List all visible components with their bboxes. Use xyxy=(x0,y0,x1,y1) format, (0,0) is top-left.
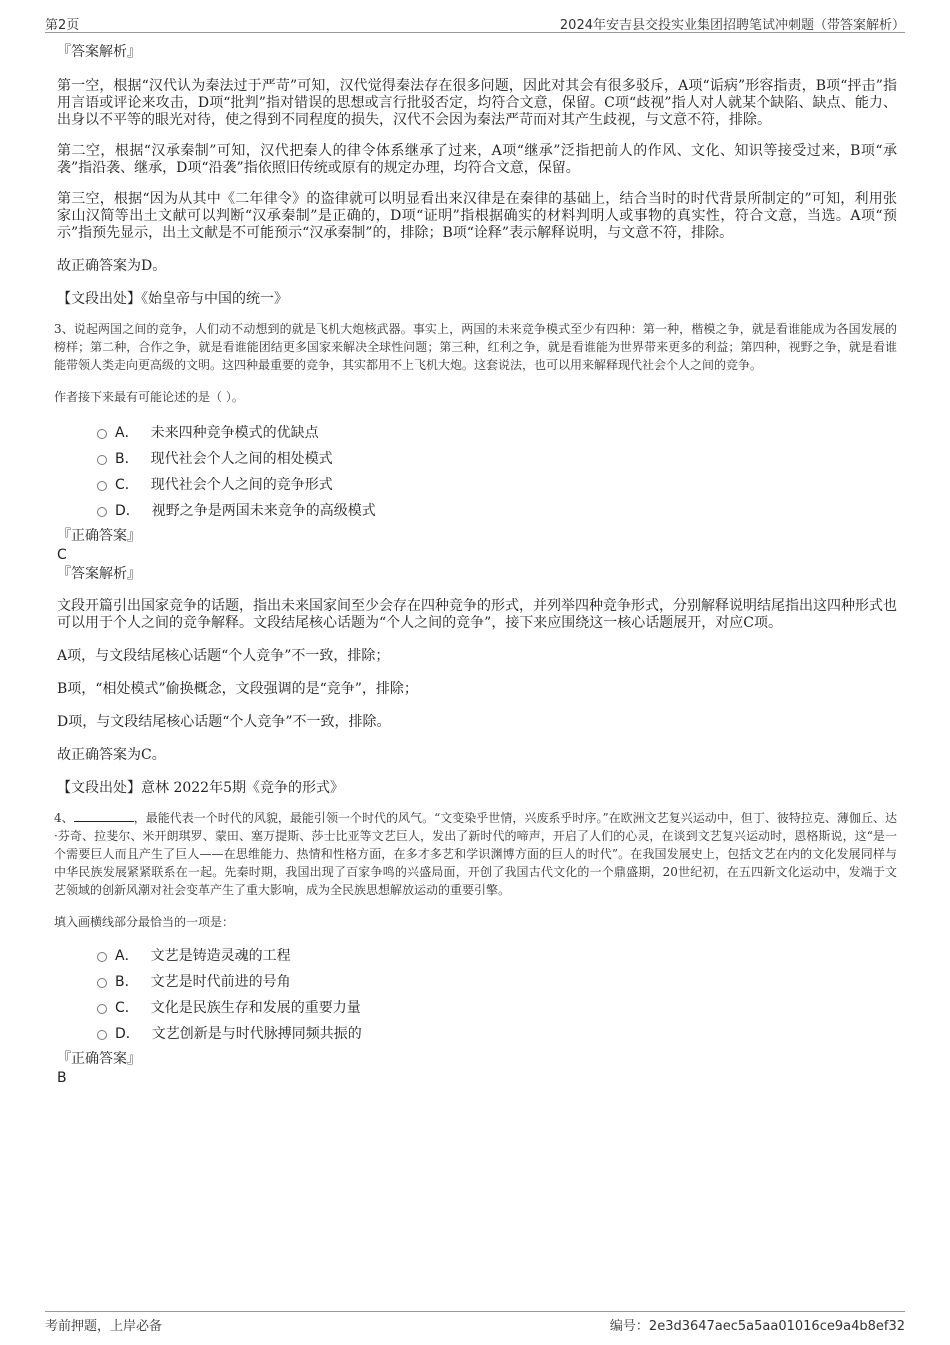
q4-stem xyxy=(54,809,897,899)
q3-explain-p4: D项，与文段结尾核心话题“个人竞争”不一致，排除。 xyxy=(57,714,391,730)
q3-option-c[interactable]: C． 现代社会个人之间的竞争形式 xyxy=(97,472,897,498)
q2-conclusion: 故正确答案为D。 xyxy=(57,258,167,274)
q3-explain-p3: B项，“相处模式”偷换概念，文段强调的是“竞争”，排除； xyxy=(57,681,418,697)
radio-icon[interactable] xyxy=(97,507,107,517)
page-header xyxy=(45,14,905,33)
q3-explain-p1: 文段开篇引出国家竞争的话题，指出未来国家间至少会存在四种竞争的形式，并列举四种竞争形式，分别解释说明结尾指出这四种形式也可以用于个人之间的竞争解释。文段结尾核心话题为“个人之间的竞争”，接下来应围绕这一核心话题展开，对应C项。 xyxy=(57,598,897,631)
page-number: 第2页 xyxy=(45,18,80,33)
q3-explain-label: 『答案解析』 xyxy=(57,566,141,582)
q4-prompt: 填入画横线部分最恰当的一项是： xyxy=(54,915,235,929)
q3-stem: 3、说起两国之间的竞争，人们动不动想到的就是飞机大炮核武器。事实上，两国的未来竞争模式至少有四种：第一种，楷模之争，就是看谁能成为各国发展的榜样；第二种，合作之争，就是看谁能团结更多国家来解决全球性问题；第三种，红利之争，就是看谁能为世界带来更多的利益；第四种，视野之争，就是看谁能带领人类走向更高级的文明。这四种最重要的竞争，其实都用不上飞机大炮。这套说法，也可以用来解释现代社会个人之间的竞争。 xyxy=(54,322,897,372)
radio-icon[interactable] xyxy=(97,1004,107,1014)
q3-explain-p2: A项，与文段结尾核心话题“个人竞争”不一致，排除； xyxy=(57,648,390,664)
footer-slogan: 考前押题，上岸必备 xyxy=(45,1319,163,1334)
page-content xyxy=(54,42,897,1087)
radio-icon[interactable] xyxy=(97,1030,107,1040)
page-footer xyxy=(45,1311,905,1334)
document-id: 编号：2e3d3647aec5a5aa01016ce9a4b8ef32 xyxy=(609,1319,905,1334)
radio-icon[interactable] xyxy=(97,429,107,439)
q3-answer: C xyxy=(57,547,67,563)
q4-option-b[interactable]: B． 文艺是时代前进的号角 xyxy=(97,969,897,995)
q2-source: 【文段出处】《始皇帝与中国的统一》 xyxy=(57,291,288,307)
q3-prompt: 作者接下来最有可能论述的是（ ）。 xyxy=(54,390,244,404)
q2-explain-p1: 第一空，根据“汉代认为秦法过于严苛”可知，汉代觉得秦法存在很多问题，因此对其会有很多驳斥，A项“诟病”形容指责，B项“抨击”指用言语或评论来攻击，D项“批判”指对错误的思想或言行批驳否定，均符合文意，保留。C项“歧视”指人对人就某个缺陷、缺点、能力、出身以不平等的眼光对待，使之得到不同程度的损失，汉代不会因为秦法严苛而对其产生歧视，与文意不符，排除。 xyxy=(57,78,897,128)
q3-conclusion: 故正确答案为C。 xyxy=(57,747,166,763)
document-title: 2024年安吉县交投实业集团招聘笔试冲刺题（带答案解析） xyxy=(559,18,905,33)
q2-explain-p3: 第三空，根据“因为从其中《二年律令》的盗律就可以明显看出来汉律是在秦律的基础上，结合当时的时代背景所制定的”可知，利用张家山汉简等出土文献可以判断“汉承秦制”是正确的，D项“证明”指根据确实的材料判明人或事物的真实性，符合文意，当选。A项“预示”指预先显示，出土文献是不可能预示“汉承秦制”的，排除；B项“诠释”表示解释说明，与文意不符，排除。 xyxy=(57,191,897,241)
radio-icon[interactable] xyxy=(97,978,107,988)
q4-answer: B xyxy=(57,1070,67,1086)
radio-icon[interactable] xyxy=(97,952,107,962)
q4-option-d[interactable]: D． 文艺创新是与时代脉搏同频共振的 xyxy=(97,1021,897,1047)
q4-option-a[interactable]: A． 文艺是铸造灵魂的工程 xyxy=(97,943,897,969)
q3-option-d[interactable]: D． 视野之争是两国未来竞争的高级模式 xyxy=(97,498,897,524)
q3-answer-label: 『正确答案』 xyxy=(57,528,141,544)
q4-number: 4、 xyxy=(54,811,74,825)
fill-blank xyxy=(74,809,134,822)
q2-explain-p2: 第二空，根据“汉承秦制”可知，汉代把秦人的律令体系继承了过来，A项“继承”泛指把前人的作风、文化、知识等接受过来，B项“承袭”指沿袭、继承，D项“沿袭”指依照旧传统或原有的规定办理，均符合文意，保留。 xyxy=(57,143,897,176)
radio-icon[interactable] xyxy=(97,455,107,465)
q4-stem-text: ，最能代表一个时代的风貌，最能引领一个时代的风气。“文变染乎世情，兴废系乎时序。”在欧洲文艺复兴运动中，但丁、彼特拉克、薄伽丘、达·芬奇、拉斐尔、米开朗琪罗、蒙田、塞万提斯、莎士比亚等文艺巨人，发出了新时代的啼声，开启了人们的心灵，在谈到文艺复兴运动时，恩格斯说，这“是一个需要巨人而且产生了巨人——在思维能力、热情和性格方面，在多才多艺和学识渊博方面的巨人的时代”。在我国发展史上，包括文艺在内的文化发展同样与中华民族发展紧紧联系在一起。先秦时期，我国出现了百家争鸣的兴盛局面，开创了我国古代文化的一个鼎盛期，20世纪初，在五四新文化运动中，发端于文艺领域的创新风潮对社会变革产生了重大影响，成为全民族思想解放运动的重要引擎。 xyxy=(54,811,897,897)
q4-option-c[interactable]: C． 文化是民族生存和发展的重要力量 xyxy=(97,995,897,1021)
q3-option-b[interactable]: B． 现代社会个人之间的相处模式 xyxy=(97,446,897,472)
q3-option-a[interactable]: A． 未来四种竞争模式的优缺点 xyxy=(97,420,897,446)
q2-explain-label: 『答案解析』 xyxy=(57,44,141,60)
q4-options xyxy=(57,943,897,1047)
radio-icon[interactable] xyxy=(97,481,107,491)
q3-options xyxy=(57,420,897,524)
q3-source: 【文段出处】意林 2022年5期《竞争的形式》 xyxy=(57,780,344,796)
q4-answer-label: 『正确答案』 xyxy=(57,1051,141,1067)
